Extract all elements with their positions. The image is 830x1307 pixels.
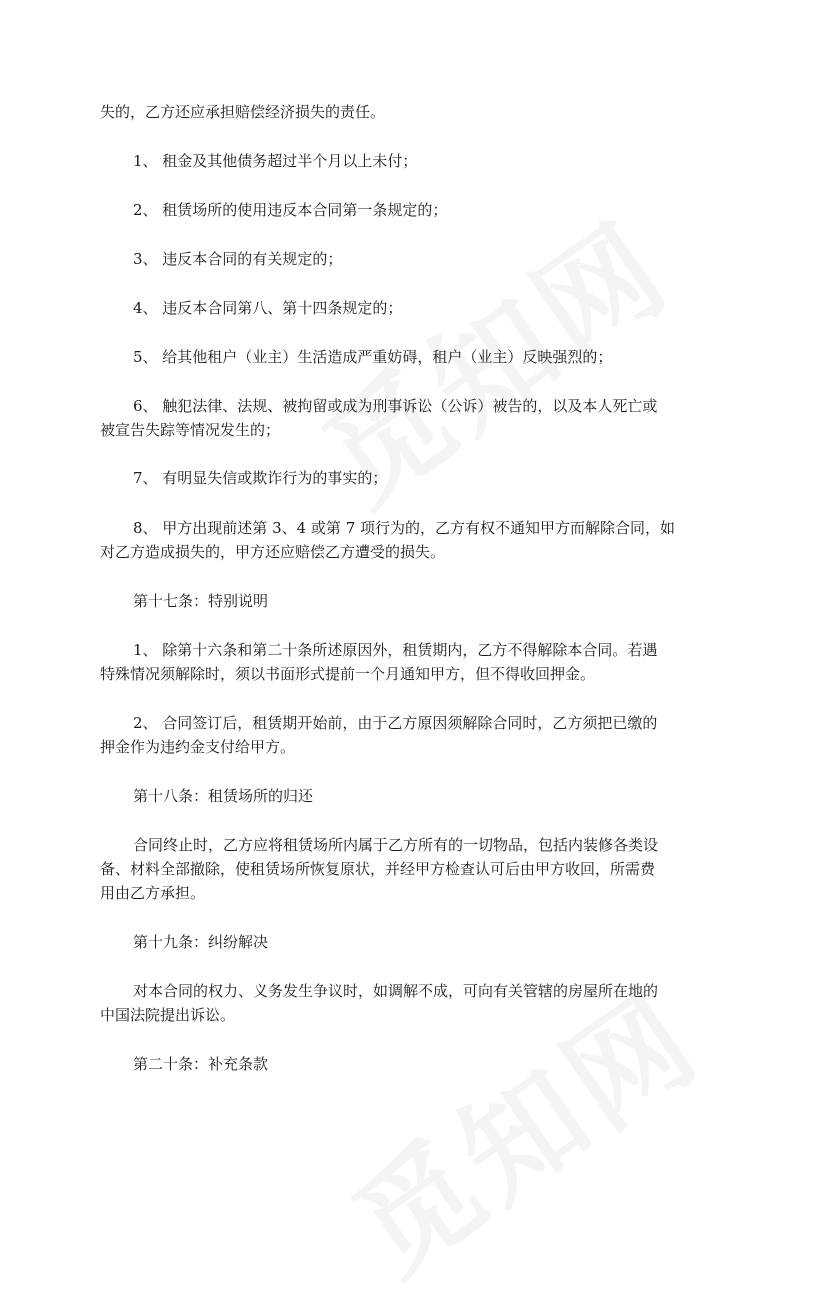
article-19-body: 对本合同的权力、义务发生争议时，如调解不成，可向有关管辖的房屋所在地的 <box>133 982 659 1000</box>
article-17-heading: 第十七条：特别说明 <box>133 592 269 610</box>
article-19-heading: 第十九条：纠纷解决 <box>133 933 269 951</box>
list-item-8-continued: 对乙方造成损失的，甲方还应赔偿乙方遭受的损失。 <box>100 543 446 561</box>
list-item-5: 5、 给其他租户（业主）生活造成严重妨碍，租户（业主）反映强烈的； <box>133 348 613 366</box>
article-18-body-continued: 备、材料全部撤除，使租赁场所恢复原状，并经甲方检查认可后由甲方收回，所需费 <box>100 860 656 878</box>
article-18-body-continued: 用由乙方承担。 <box>100 884 206 902</box>
list-item-6-continued: 被宣告失踪等情况发生的； <box>100 421 281 439</box>
list-item-8: 8、 甲方出现前述第 3、4 或第 7 项行为的，乙方有权不通知甲方而解除合同，如 <box>133 519 676 537</box>
article-17-item-1: 1、 除第十六条和第二十条所述原因外，租赁期内，乙方不得解除本合同。若遇 <box>133 641 658 659</box>
article-17-item-2-continued: 押金作为违约金支付给甲方。 <box>100 738 296 756</box>
paragraph-line: 失的，乙方还应承担赔偿经济损失的责任。 <box>100 103 386 121</box>
article-18-heading: 第十八条：租赁场所的归还 <box>133 787 314 805</box>
list-item-4: 4、 违反本合同第八、第十四条规定的； <box>133 299 403 317</box>
list-item-2: 2、 租赁场所的使用违反本合同第一条规定的； <box>133 201 448 219</box>
list-item-3: 3、 违反本合同的有关规定的； <box>133 250 343 268</box>
article-17-item-2: 2、 合同签订后，租赁期开始前，由于乙方原因须解除合同时，乙方须把已缴的 <box>133 714 658 732</box>
list-item-7: 7、 有明显失信或欺诈行为的事实的； <box>133 469 388 487</box>
article-20-heading: 第二十条：补充条款 <box>133 1055 269 1073</box>
list-item-1: 1、 租金及其他债务超过半个月以上未付； <box>133 152 418 170</box>
article-19-body-continued: 中国法院提出诉讼。 <box>100 1006 236 1024</box>
article-18-body: 合同终止时，乙方应将租赁场所内属于乙方所有的一切物品，包括内装修各类设 <box>133 836 659 854</box>
article-17-item-1-continued: 特殊情况须解除时，须以书面形式提前一个月通知甲方，但不得收回押金。 <box>100 665 596 683</box>
list-item-6: 6、 触犯法律、法规、被拘留或成为刑事诉讼（公诉）被告的，以及本人死亡或 <box>133 397 658 415</box>
